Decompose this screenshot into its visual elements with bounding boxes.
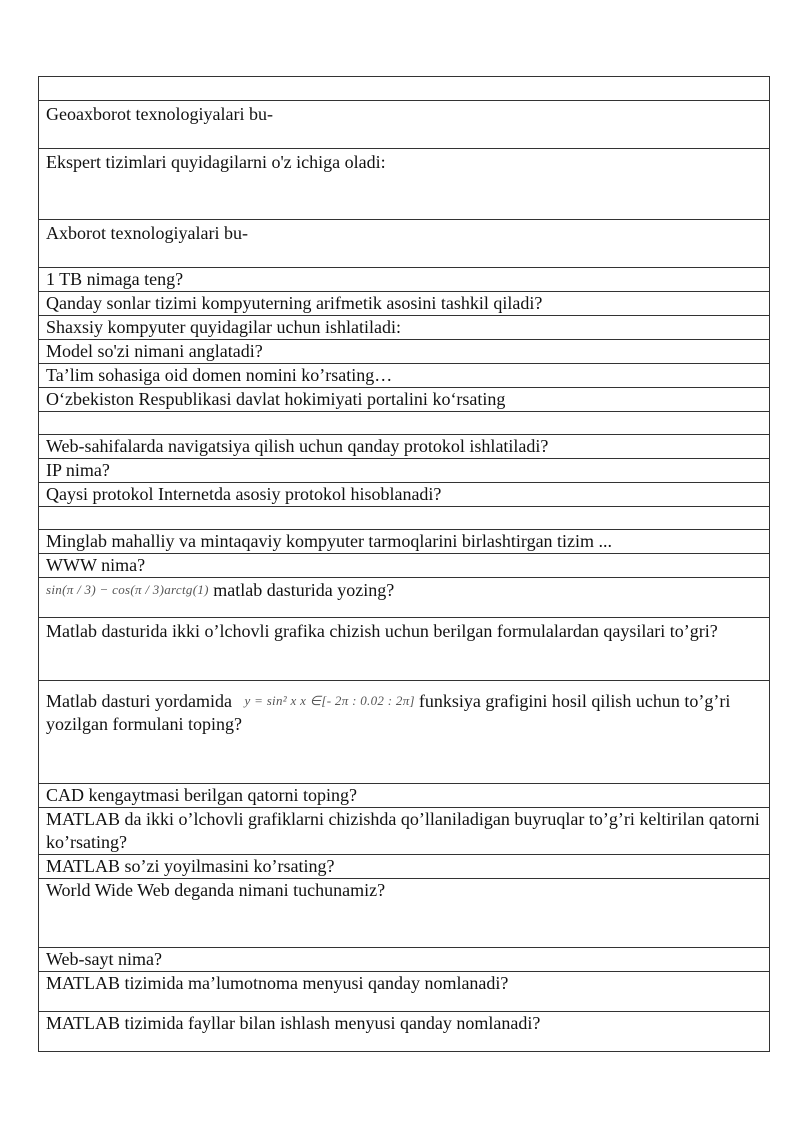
formula-image: sin(π / 3) − cos(π / 3)arctg(1) — [46, 582, 209, 597]
question-cell: Web-sayt nima? — [39, 948, 770, 972]
question-text-before: Matlab dasturi yordamida — [46, 691, 237, 711]
formula-image: y = sin² x x ∈[- 2π : 0.02 : 2π] — [244, 693, 415, 708]
question-cell: WWW nima? — [39, 554, 770, 578]
question-cell: Web-sahifalarda navigatsiya qilish uchun qanday protokol ishlatiladi? — [39, 435, 770, 459]
question-cell: IP nima? — [39, 459, 770, 483]
table-row — [39, 530, 770, 554]
table-row — [39, 681, 770, 784]
question-cell: Matlab dasturida ikki o’lchovli grafika chizish uchun berilgan formulalardan qaysilari to’gri? — [39, 618, 770, 681]
table-row — [39, 784, 770, 808]
table-row — [39, 948, 770, 972]
table-row — [39, 101, 770, 149]
question-cell: MATLAB tizimida fayllar bilan ishlash menyusi qanday nomlanadi? — [39, 1012, 770, 1052]
question-text: matlab dasturida yozing? — [208, 580, 395, 600]
table-row — [39, 1012, 770, 1052]
table-row — [39, 316, 770, 340]
table-row — [39, 412, 770, 435]
table-row — [39, 364, 770, 388]
question-cell: MATLAB tizimida ma’lumotnoma menyusi qanday nomlanadi? — [39, 972, 770, 1012]
table-row — [39, 388, 770, 412]
table-row — [39, 268, 770, 292]
question-cell: O‘zbekiston Respublikasi davlat hokimiyati portalini ko‘rsating — [39, 388, 770, 412]
question-cell: Ekspert tizimlari quyidagilarni o'z ichiga oladi: — [39, 149, 770, 220]
question-cell — [39, 681, 770, 784]
table-row — [39, 435, 770, 459]
table-row — [39, 149, 770, 220]
table-row — [39, 578, 770, 618]
table-row — [39, 507, 770, 530]
question-cell: Minglab mahalliy va mintaqaviy kompyuter tarmoqlarini birlashtirgan tizim ... — [39, 530, 770, 554]
question-cell: Geoaxborot texnologiyalari bu- — [39, 101, 770, 149]
questions-table — [38, 76, 770, 1052]
question-cell: Ta’lim sohasiga oid domen nomini ko’rsating… — [39, 364, 770, 388]
question-cell: Axborot texnologiyalari bu- — [39, 220, 770, 268]
table-row — [39, 618, 770, 681]
question-cell: Shaxsiy kompyuter quyidagilar uchun ishlatiladi: — [39, 316, 770, 340]
question-cell: CAD kengaytmasi berilgan qatorni toping? — [39, 784, 770, 808]
question-cell: Qanday sonlar tizimi kompyuterning arifmetik asosini tashkil qiladi? — [39, 292, 770, 316]
question-cell: Model so'zi nimani anglatadi? — [39, 340, 770, 364]
table-row — [39, 554, 770, 578]
question-cell-empty — [39, 77, 770, 101]
question-cell: World Wide Web deganda nimani tuchunamiz? — [39, 879, 770, 948]
question-cell-empty — [39, 507, 770, 530]
question-cell: Qaysi protokol Internetda asosiy protokol hisoblanadi? — [39, 483, 770, 507]
question-cell: MATLAB da ikki o’lchovli grafiklarni chizishda qo’llaniladigan buyruqlar to’g’ri keltirilan qatorni ko’rsating? — [39, 808, 770, 855]
question-cell — [39, 578, 770, 618]
question-text: funksiya grafigini hosil qilish uchun to’g’ri yozilgan formulani toping? — [46, 691, 731, 734]
table-row — [39, 77, 770, 101]
table-row — [39, 808, 770, 855]
question-cell-empty — [39, 412, 770, 435]
question-cell: MATLAB so’zi yoyilmasini ko’rsating? — [39, 855, 770, 879]
table-row — [39, 459, 770, 483]
table-row — [39, 220, 770, 268]
table-row — [39, 483, 770, 507]
table-row — [39, 292, 770, 316]
table-row — [39, 972, 770, 1012]
table-row — [39, 855, 770, 879]
table-row — [39, 340, 770, 364]
table-row — [39, 879, 770, 948]
question-cell: 1 TB nimaga teng? — [39, 268, 770, 292]
